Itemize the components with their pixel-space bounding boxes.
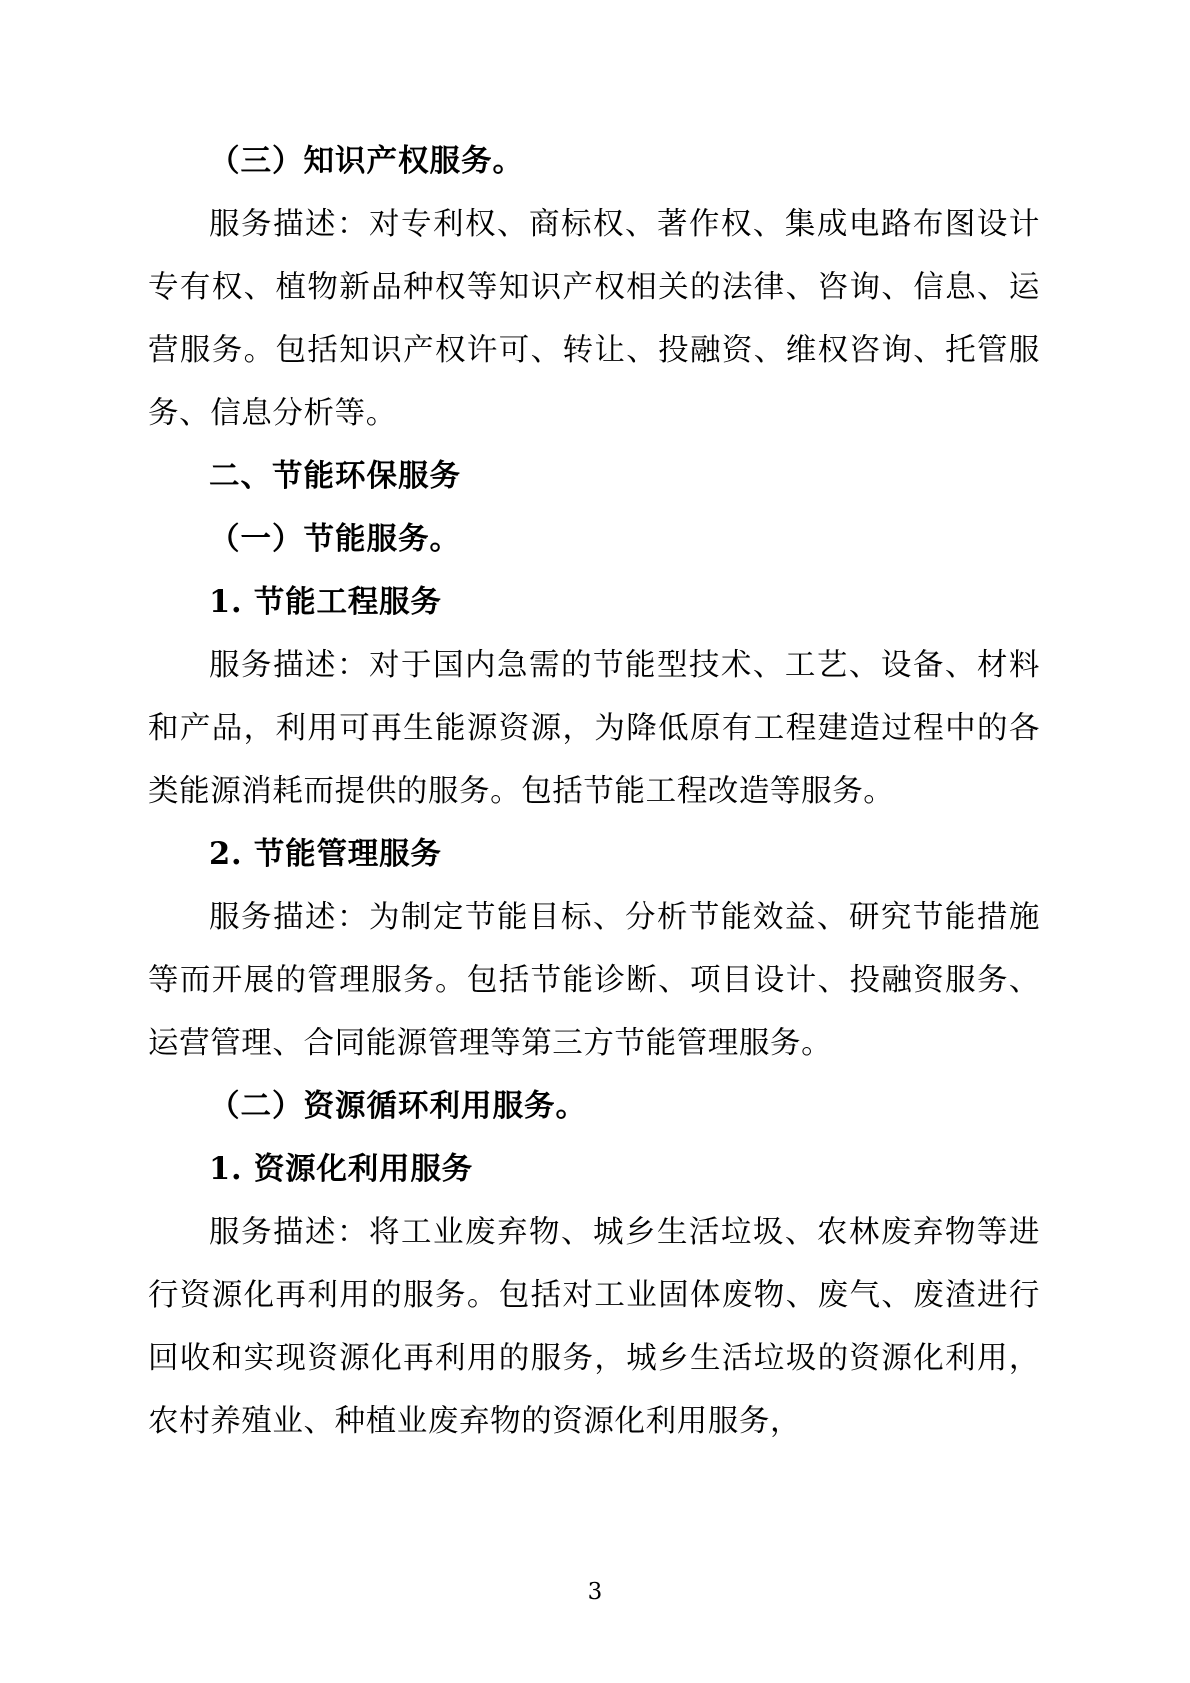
section-heading-intellectual-property: （三）知识产权服务。 bbox=[209, 143, 524, 179]
paragraph-energy-engineering-description: 服务描述：对于国内急需的节能型技术、工艺、设备、材料和产品，利用可再生能源资源，为降低原有工程建造过程中的各类能源消耗而提供的服务。包括节能工程改造等服务。 bbox=[148, 648, 1040, 809]
subsection-heading-energy-management-service: 2. 节能管理服务 bbox=[209, 836, 442, 872]
paragraph-intellectual-property-description: 服务描述：对专利权、商标权、著作权、集成电路布图设计专有权、植物新品种权等知识产权相关的法律、咨询、信息、运营服务。包括知识产权许可、转让、投融资、维权咨询、托管服务、信息分析等。 bbox=[148, 207, 1040, 431]
subsection-heading-resource-utilization-service: 1. 资源化利用服务 bbox=[209, 1151, 473, 1187]
subsection-heading-energy-engineering-service: 1. 节能工程服务 bbox=[209, 584, 442, 620]
document-body bbox=[148, 130, 1040, 1453]
paragraph-energy-management-description: 服务描述：为制定节能目标、分析节能效益、研究节能措施等而开展的管理服务。包括节能诊断、项目设计、投融资服务、运营管理、合同能源管理等第三方节能管理服务。 bbox=[148, 900, 1040, 1061]
section-heading-energy-saving-environmental: 二、节能环保服务 bbox=[209, 458, 461, 494]
paragraph-resource-utilization-description: 服务描述：将工业废弃物、城乡生活垃圾、农林废弃物等进行资源化再利用的服务。包括对工业固体废物、废气、废渣进行回收和实现资源化再利用的服务，城乡生活垃圾的资源化利用，农村养殖业、种植业废弃物的资源化利用服务， bbox=[148, 1215, 1040, 1439]
page-number: 3 bbox=[587, 1579, 603, 1605]
section-heading-energy-saving-service: （一）节能服务。 bbox=[209, 521, 461, 557]
section-heading-resource-recycling-service: （二）资源循环利用服务。 bbox=[209, 1088, 587, 1124]
